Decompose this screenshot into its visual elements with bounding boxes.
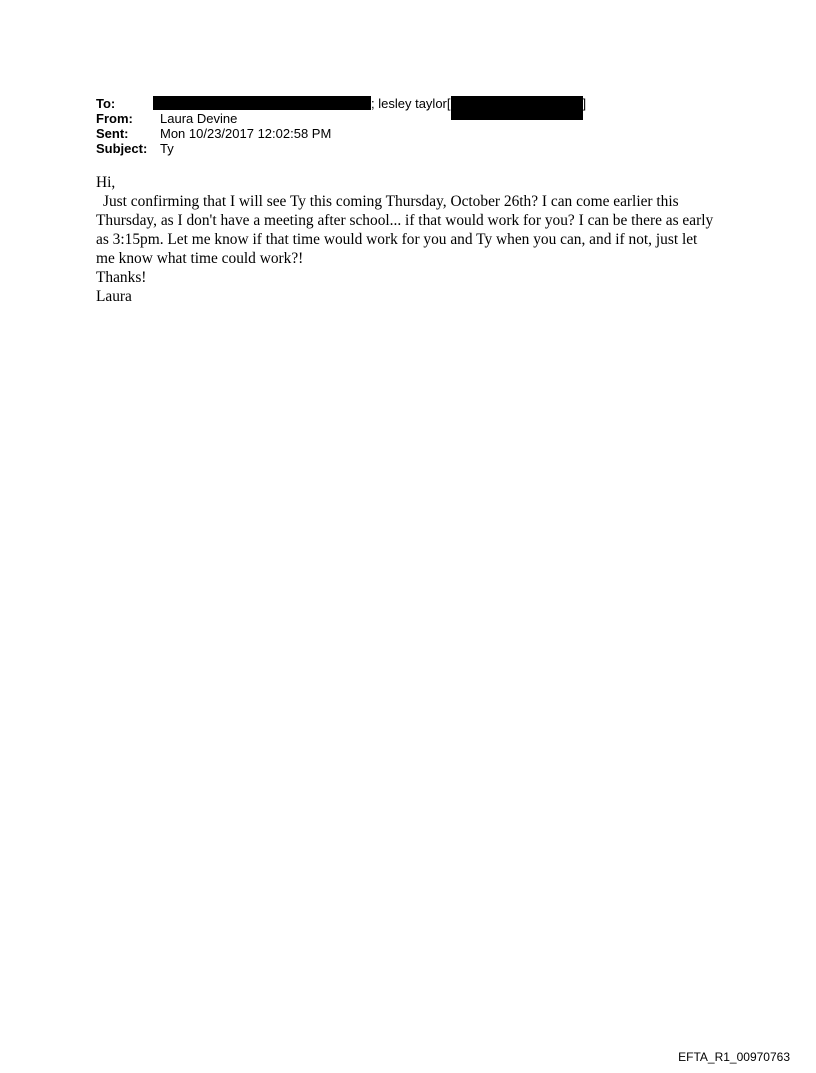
from-value: Laura Devine [160, 111, 238, 126]
to-bracket-close: ] [582, 96, 587, 111]
sent-value: Mon 10/23/2017 12:02:58 PM [160, 126, 332, 141]
sent-label: Sent: [96, 126, 129, 141]
to-bracket-open: [ [446, 96, 451, 111]
document-id: EFTA_R1_00970763 [678, 1050, 790, 1064]
redaction-box [153, 96, 371, 110]
signature: Laura [96, 288, 132, 305]
to-label: To: [96, 96, 116, 111]
subject-label: Subject: [96, 141, 148, 156]
to-separator: ; [371, 96, 375, 111]
subject-value: Ty [160, 141, 174, 156]
body-paragraph: Just confirming that I will see Ty this coming Thursday, October 26th? I can come earlier this Thursday, as I don't have a meeting after school... if that would work for you? I can be there as early as 3:15pm. Let me know if that time would work for you and Ty when you can, and if not, just let me know what time could work?! [96, 193, 714, 267]
redaction-box [451, 96, 583, 120]
from-label: From: [96, 111, 133, 126]
to-recipient: lesley taylor [374, 96, 447, 111]
greeting: Hi, [96, 174, 116, 191]
email-body [96, 173, 716, 306]
closing: Thanks! [96, 269, 147, 286]
